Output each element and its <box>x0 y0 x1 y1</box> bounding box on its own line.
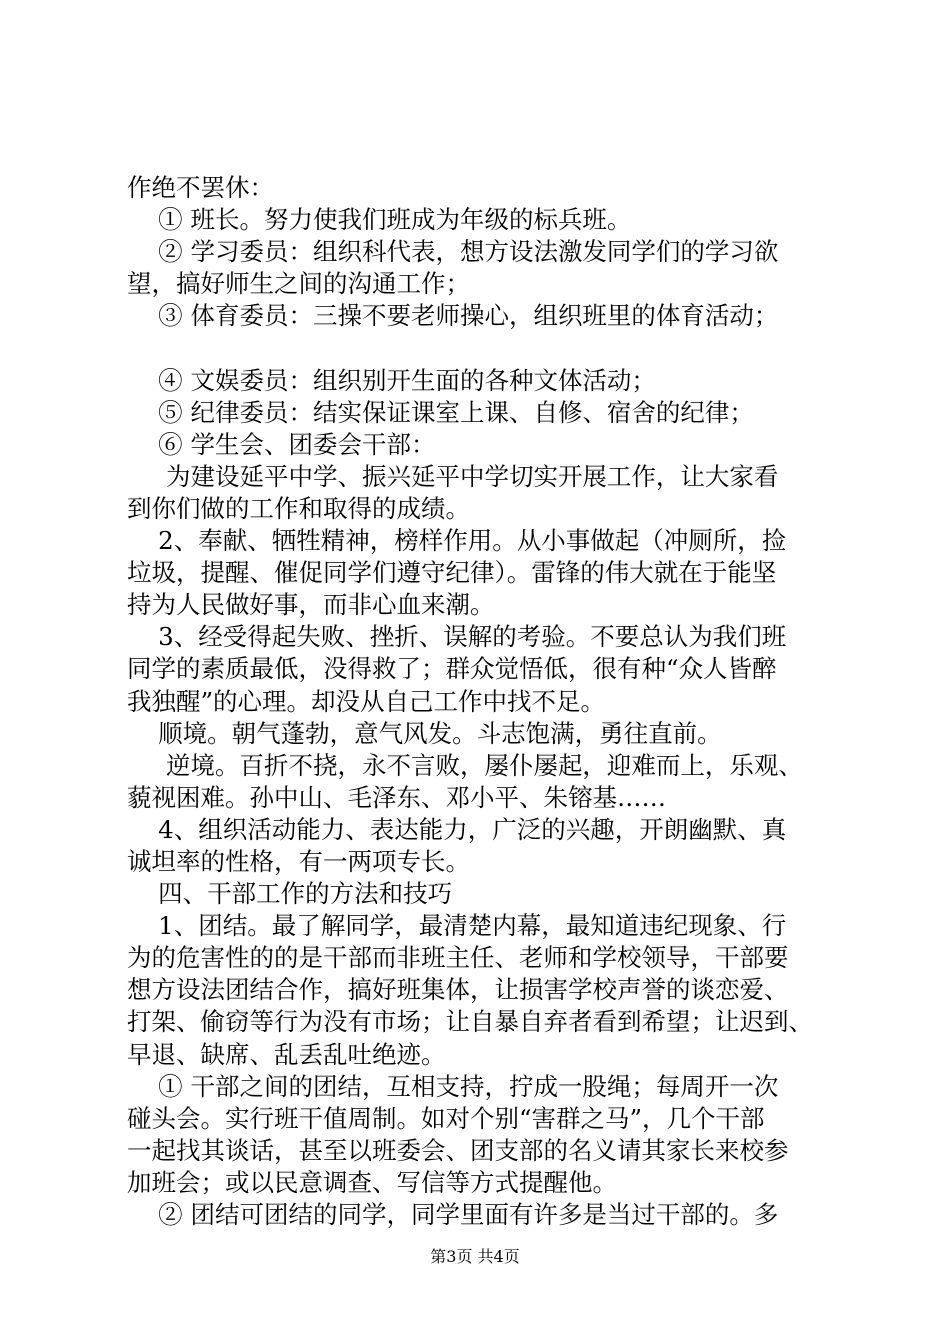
text-line: 垃圾，提醒、催促同学们遵守纪律）。雷锋的伟大就在于能坚 <box>127 558 777 588</box>
text-line: 为建设延平中学、振兴延平中学切实开展工作，让大家看 <box>127 461 779 491</box>
text-line: ④ 文娱委员：组织别开生面的各种文体活动； <box>127 365 656 395</box>
text-line: 逆境。百折不挠，永不言败，屡仆屡起，迎难而上，乐观、 <box>127 750 803 780</box>
text-line: 我独醒”的心理。却没从自己工作中找不足。 <box>127 686 606 716</box>
text-line: 诚坦率的性格，有一两项专长。 <box>127 846 470 876</box>
text-line: 到你们做的工作和取得的成绩。 <box>127 493 470 523</box>
blank-line <box>127 332 842 364</box>
text-line: 加班会；或以民意调查、写信等方式提醒他。 <box>127 1167 617 1197</box>
text-line: 同学的素质最低，没得救了；群众觉悟低，很有种“众人皆醉 <box>127 654 777 684</box>
text-line: 打架、偷窃等行为没有市场；让自暴自弃者看到希望；让迟到、 <box>127 1007 813 1037</box>
text-line: 顺境。朝气蓬勃，意气风发。斗志饱满，勇往直前。 <box>127 718 722 748</box>
text-line: ② 学习委员：组织科代表，想方设法激发同学们的学习欲 <box>127 237 779 267</box>
text-line: 3、经受得起失败、挫折、误解的考验。不要总认为我们班 <box>127 622 787 652</box>
text-line: 4、组织活动能力、表达能力，广泛的兴趣，开朗幽默、真 <box>127 814 787 844</box>
text-line: 想方设法团结合作，搞好班集体，让损害学校声誉的谈恋爱、 <box>127 975 789 1005</box>
text-line: ⑤ 纪律委员：结实保证课室上课、自修、宿舍的纪律； <box>127 397 754 427</box>
text-line: 望，搞好师生之间的沟通工作； <box>127 269 470 299</box>
text-line: 持为人民做好事，而非心血来潮。 <box>127 590 495 620</box>
text-line: 碰头会。实行班干值周制。如对个别“害群之马”，几个干部 <box>127 1103 765 1133</box>
text-line: ① 干部之间的团结，互相支持，拧成一股绳；每周开一次 <box>127 1071 779 1101</box>
text-line: 一起找其谈话，甚至以班委会、团支部的名义请其家长来校参 <box>127 1135 789 1165</box>
text-line: 2、奉献、牺牲精神，榜样作用。从小事做起（冲厕所，捡 <box>127 526 787 556</box>
page-number-label: 第3页 共4页 <box>430 1247 520 1266</box>
text-line: 1、团结。最了解同学，最清楚内幕，最知道违纪现象、行 <box>127 911 787 941</box>
text-line: ① 班长。努力使我们班成为年级的标兵班。 <box>127 205 632 235</box>
text-line: 为的危害性的的是干部而非班主任、老师和学校领导，干部要 <box>127 943 789 973</box>
text-line: 作绝不罢休： <box>127 173 274 202</box>
document-body <box>127 172 842 1231</box>
text-line: ⑥ 学生会、团委会干部： <box>127 429 436 459</box>
text-line: 藐视困难。孙中山、毛泽东、邓小平、朱镕基…… <box>127 782 666 812</box>
section-heading: 四、干部工作的方法和技巧 <box>127 879 453 909</box>
text-line: 早退、缺席、乱丢乱吐绝迹。 <box>127 1039 446 1069</box>
page-footer <box>0 1247 950 1267</box>
text-line: ③ 体育委员：三操不要老师操心，组织班里的体育活动； <box>127 301 779 331</box>
text-line: ② 团结可团结的同学，同学里面有许多是当过干部的。多 <box>127 1200 779 1229</box>
